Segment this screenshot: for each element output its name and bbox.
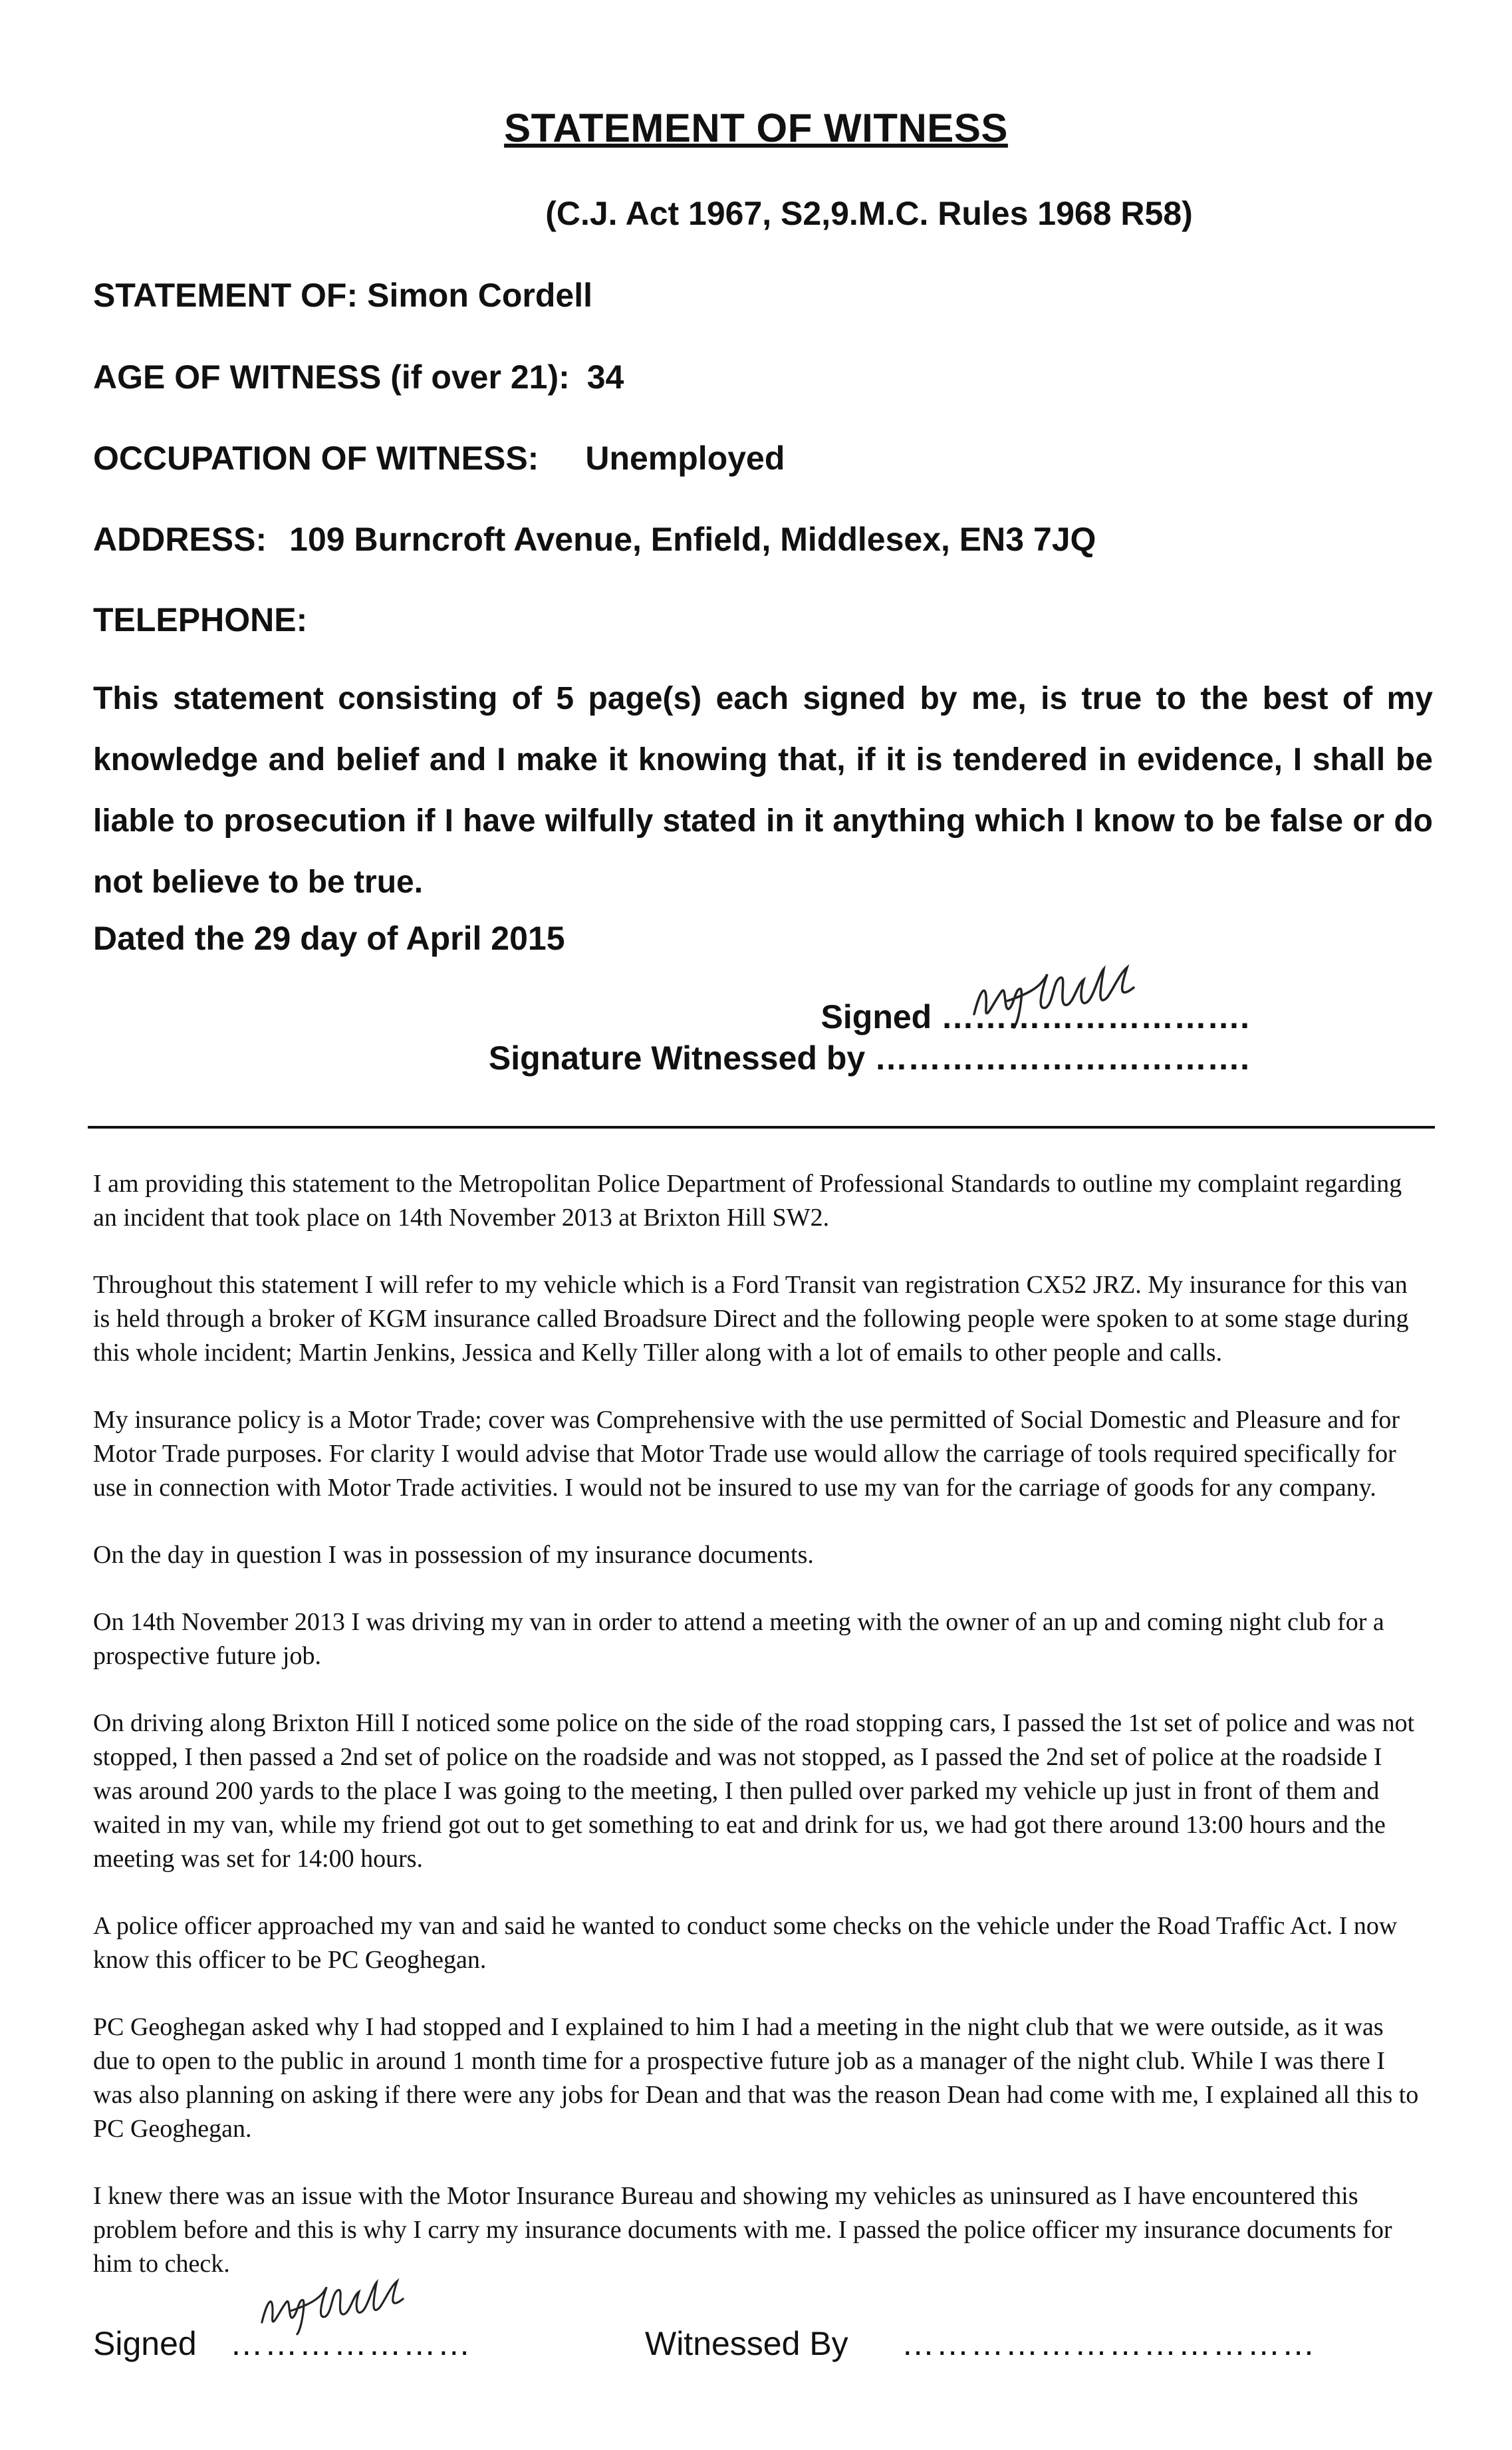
footer-witnessed (645, 2324, 1317, 2363)
divider (88, 1126, 1435, 1129)
declaration-text: This statement consisting of 5 page(s) each signed by me, is true to the best of my knowledge and belief and I make it knowing that, if it is tendered in evidence, I shall be liable to prosecution if I have wilfully stated in it anything which I know to be false or do not believe to be true. (93, 681, 1433, 900)
telephone-label: TELEPHONE: (93, 601, 308, 638)
body-paragraph: PC Geoghegan asked why I had stopped and I explained to him I had a meeting in the night club that we were outside, as it was due to open to the public in around 1 month time for a prospective future job as a manager of the night club. While I was there I was also planning on asking if there were any jobs for Dean and that was the reason Dean had come with me, I explained all this to PC Geoghegan. (93, 2013, 1419, 2143)
occupation-row (93, 439, 785, 477)
statement-body (93, 1167, 1423, 2314)
age-label: AGE OF WITNESS (if over 21): (93, 358, 570, 396)
signature-witnessed-line: Signature Witnessed by ……………………………. (488, 1039, 1249, 1077)
body-paragraph: A police officer approached my van and said he wanted to conduct some checks on the vehicle under the Road Traffic Act. I now know this officer to be PC Geoghegan. (93, 1912, 1398, 1974)
body-paragraph: On 14th November 2013 I was driving my van in order to attend a meeting with the owner of an up and coming night club for a prospective future job. (93, 1608, 1384, 1670)
address-value: 109 Burncroft Avenue, Enfield, Middlesex, EN3 7JQ (289, 521, 1096, 558)
body-paragraph: I am providing this statement to the Metropolitan Police Department of Professional Standards to outline my complaint regarding an incident that took place on 14th November 2013 at Brixton Hill SW2. (93, 1170, 1402, 1232)
address-row (93, 520, 1096, 559)
footer-signed-dots: ………………… (229, 2325, 472, 2362)
statement-of-value: Simon Cordell (367, 277, 593, 314)
document-subtitle: (C.J. Act 1967, S2,9.M.C. Rules 1968 R58) (545, 195, 1193, 232)
body-paragraph: I knew there was an issue with the Motor Insurance Bureau and showing my vehicles as uninsured as I have encountered this problem before and this is why I carry my insurance documents with me. I passed the police officer my insurance documents for him to check. (93, 2182, 1392, 2278)
footer-signed-label: Signed (93, 2325, 197, 2362)
body-paragraph: On the day in question I was in possession of my insurance documents. (93, 1541, 814, 1569)
statement-of-row (93, 276, 592, 315)
telephone-row (93, 601, 307, 639)
occupation-label: OCCUPATION OF WITNESS: (93, 440, 539, 477)
age-row (93, 358, 624, 396)
document-title: STATEMENT OF WITNESS (504, 106, 1008, 150)
address-label: ADDRESS: (93, 521, 267, 558)
statement-of-label: STATEMENT OF: (93, 277, 358, 314)
body-paragraph: On driving along Brixton Hill I noticed some police on the side of the road stopping cars, I passed the 1st set of police and was not stopped, I then passed a 2nd set of police on the roadside and was not stopped, as I passed the 2nd set of police at the roadside I was around 200 yards to the place I was going to the meeting, I then pulled over parked my vehicle up just in front of them and waited in my van, while my friend got out to get something to eat and drink for us, we had got there around 13:00 hours and the meeting was set for 14:00 hours. (93, 1709, 1415, 1873)
signed-line: Signed ………………………. (820, 998, 1249, 1035)
footer-signed (93, 2324, 472, 2363)
body-paragraph: Throughout this statement I will refer to my vehicle which is a Ford Transit van registration CX52 JRZ. My insurance for this van is held through a broker of KGM insurance called Broadsure Direct and the following people were spoken to at some stage during this whole incident; Martin Jenkins, Jessica and Kelly Tiller along with a lot of emails to other people and calls. (93, 1271, 1409, 1367)
occupation-value: Unemployed (585, 440, 785, 477)
dated-line: Dated the 29 day of April 2015 (93, 920, 565, 957)
footer-witnessed-label: Witnessed By (645, 2325, 848, 2362)
footer-witnessed-dots: ……………………………… (901, 2325, 1317, 2362)
age-value: 34 (586, 358, 624, 396)
body-paragraph: My insurance policy is a Motor Trade; cover was Comprehensive with the use permitted of Social Domestic and Pleasure and for Motor Trade purposes. For clarity I would advise that Motor Trade use would allow the carriage of tools required specifically for use in connection with Motor Trade activities. I would not be insured to use my van for the carriage of goods for any company. (93, 1406, 1400, 1502)
